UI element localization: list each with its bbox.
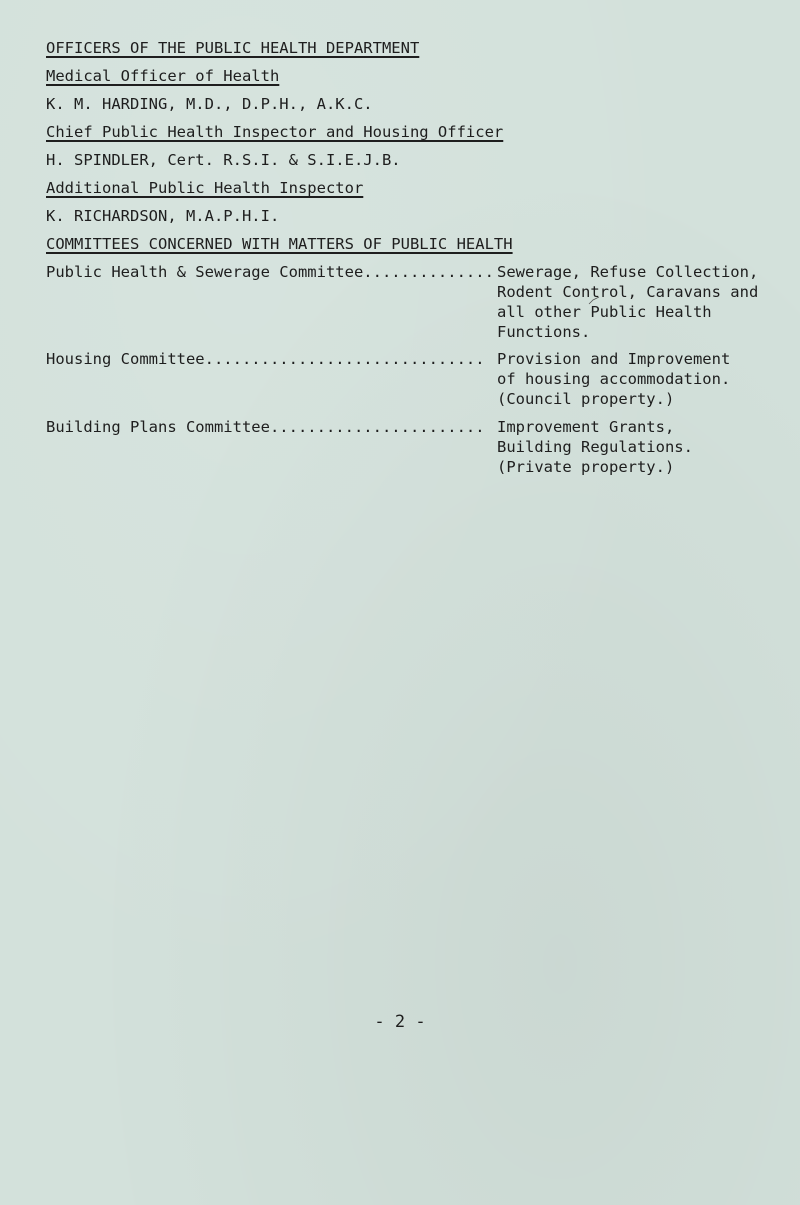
officer-title-medical: Medical Officer of Health — [46, 67, 280, 85]
dot-leader: .............................. — [204, 350, 485, 368]
committee-remit — [497, 349, 797, 409]
committee-name: Building Plans Committee — [46, 418, 270, 436]
committees-heading: COMMITTEES CONCERNED WITH MATTERS OF PUBLIC HEALTH — [46, 235, 513, 253]
officer-name-chief-inspector: H. SPINDLER, Cert. R.S.I. & S.I.E.J.B. — [46, 151, 401, 169]
remit-line: all other Public Health — [497, 303, 712, 321]
remit-line: Functions. — [497, 323, 591, 341]
officer-name-medical: K. M. HARDING, M.D., D.P.H., A.K.C. — [46, 95, 373, 113]
remit-line: Sewerage, Refuse Collection, — [497, 263, 759, 281]
remit-line: of housing accommodation. — [497, 370, 731, 388]
officer-title-additional-inspector: Additional Public Health Inspector — [46, 179, 364, 197]
committee-name: Public Health & Sewerage Committee — [46, 263, 364, 281]
remit-line: Provision and Improvement — [497, 350, 731, 368]
page-heading: OFFICERS OF THE PUBLIC HEALTH DEPARTMENT — [46, 39, 420, 57]
committee-remit — [497, 262, 797, 342]
remit-line: Building Regulations. — [497, 438, 693, 456]
committee-row-building-plans — [46, 417, 786, 476]
page-number: - 2 - — [374, 1012, 426, 1032]
dot-leader: ....................... — [269, 418, 485, 436]
remit-line: Improvement Grants, — [497, 418, 675, 436]
remit-line: (Private property.) — [497, 458, 675, 476]
dot-leader: .............. — [363, 263, 494, 281]
committee-name: Housing Committee — [46, 350, 205, 368]
committee-remit — [497, 417, 797, 477]
officer-name-additional-inspector: K. RICHARDSON, M.A.P.H.I. — [46, 207, 280, 225]
remit-line: Rodent Control, Caravans and — [497, 283, 759, 301]
officer-title-chief-inspector: Chief Public Health Inspector and Housing Officer — [46, 123, 504, 141]
remit-line: (Council property.) — [497, 390, 675, 408]
committee-row-public-health — [46, 262, 786, 341]
committee-row-housing — [46, 349, 786, 408]
pencil-tick-mark — [588, 296, 600, 306]
